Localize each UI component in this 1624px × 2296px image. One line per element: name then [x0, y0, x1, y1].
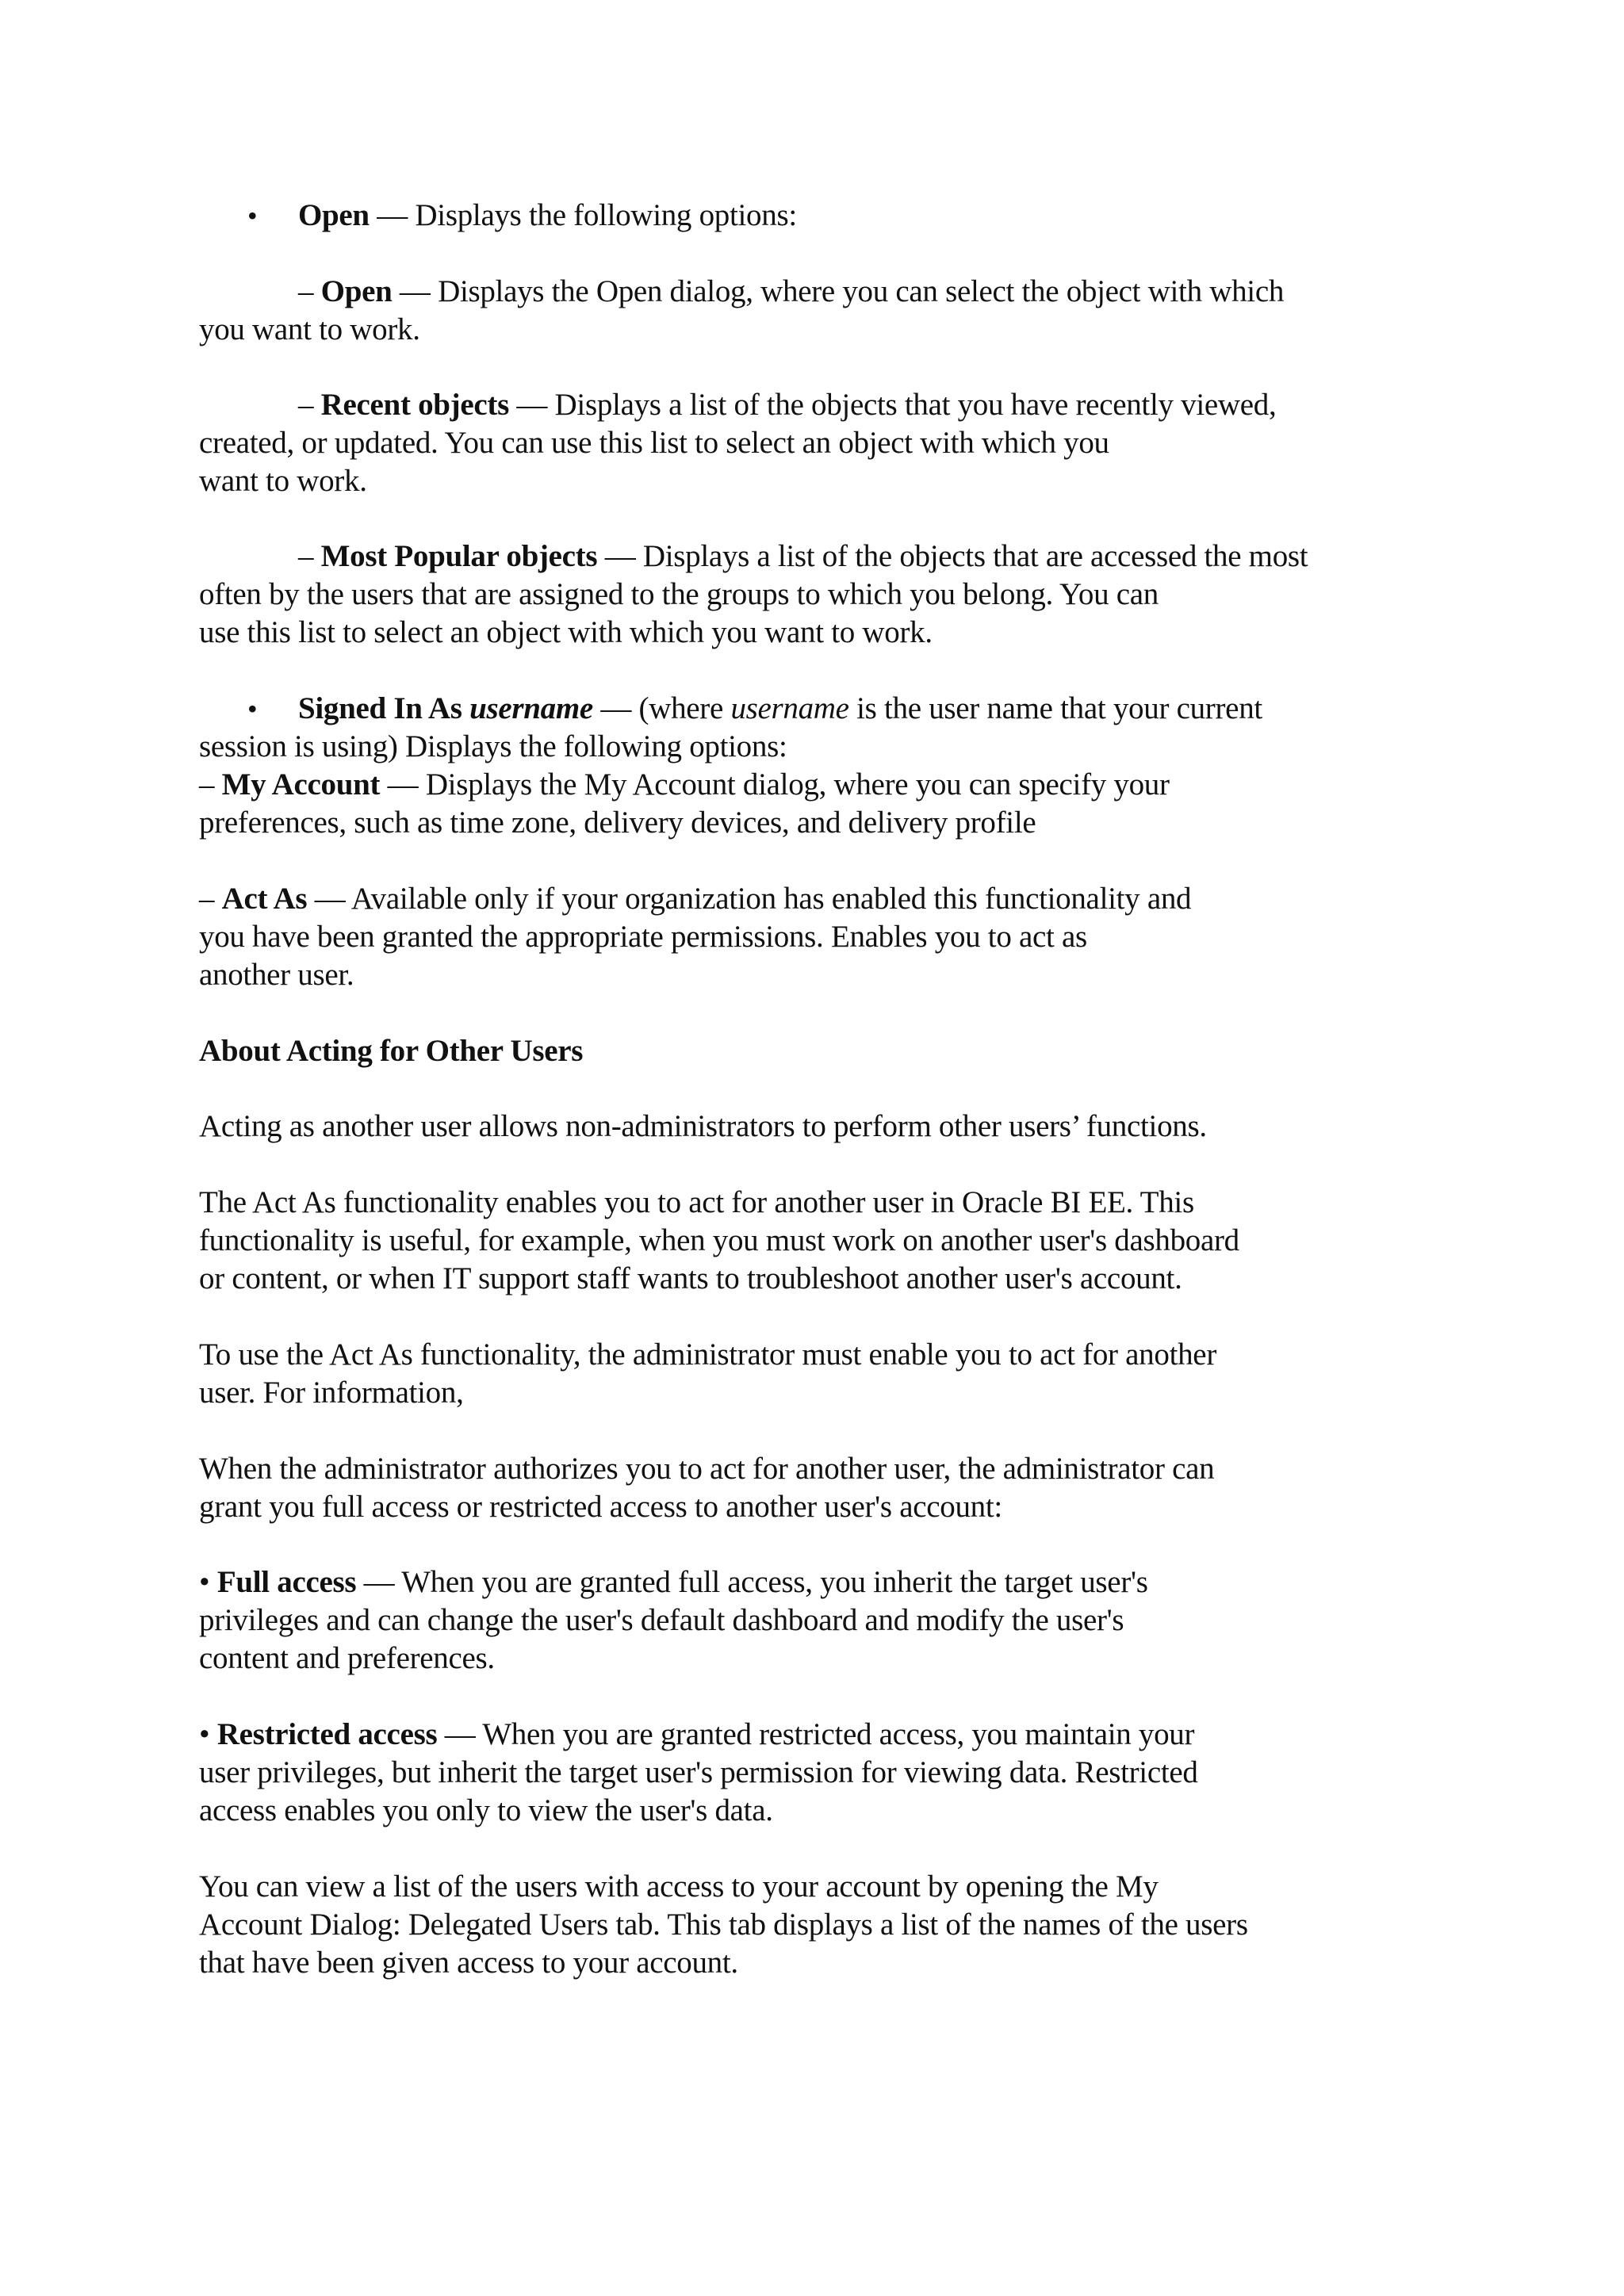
my-account-line2: preferences, such as time zone, delivery devices, and delivery profile [199, 806, 1036, 840]
recent-line2: created, or updated. You can use this list to select an object with which you [199, 426, 1109, 460]
full-access-line1: • Full access — When you are granted full access, you inherit the target user's [199, 1565, 1148, 1599]
full-access-term: Full access [216, 1565, 357, 1599]
restricted-access-line1: • Restricted access — When you are granted restricted access, you maintain your [199, 1717, 1195, 1751]
section-heading: About Acting for Other Users [199, 1034, 584, 1068]
recent-line3: want to work. [199, 464, 367, 498]
para5-line3: that have been given access to your account. [199, 1946, 738, 1980]
act-as-line3: another user. [199, 958, 354, 992]
bullet-signed-in: • [247, 693, 258, 725]
sub-open-line1: – Open — Displays the Open dialog, where you can select the object with which [298, 274, 1285, 308]
popular-line1: – Most Popular objects — Displays a list of the objects that are accessed the most [298, 539, 1308, 573]
para4-line1: When the administrator authorizes you to act for another user, the administrator can [199, 1452, 1215, 1486]
act-as-term: Act As [221, 882, 308, 916]
para1: Acting as another user allows non-administrators to perform other users’ functions. [199, 1109, 1207, 1143]
sub-open-term: Open [320, 274, 393, 308]
para2-line2: functionality is useful, for example, when you must work on another user's dashboard [199, 1223, 1239, 1257]
open-term: Open [298, 198, 370, 232]
open-item [298, 197, 797, 235]
signed-in-line1: Signed In As username — (where username is the user name that your current [298, 691, 1262, 725]
popular-line3: use this list to select an object with which you want to work. [199, 615, 933, 649]
para3-line2: user. For information, [199, 1376, 464, 1410]
my-account-term: My Account [221, 767, 381, 802]
para3-line1: To use the Act As functionality, the administrator must enable you to act for another [199, 1337, 1217, 1372]
para5-line2: Account Dialog: Delegated Users tab. This tab displays a list of the names of the users [199, 1908, 1248, 1942]
signed-in-line2: session is using) Displays the following options: [199, 729, 787, 763]
full-access-line3: content and preferences. [199, 1641, 495, 1675]
recent-term: Recent objects [320, 388, 509, 422]
full-access-line2: privileges and can change the user's default dashboard and modify the user's [199, 1603, 1124, 1637]
recent-line1: – Recent objects — Displays a list of the objects that you have recently viewed, [298, 388, 1277, 422]
signed-in-term: Signed In As [298, 691, 470, 725]
open-text: — Displays the following options: [369, 198, 797, 232]
bullet-open: • [247, 200, 258, 232]
para2-line1: The Act As functionality enables you to act for another user in Oracle BI EE. This [199, 1185, 1194, 1219]
para2-line3: or content, or when IT support staff wants to troubleshoot another user's account. [199, 1261, 1182, 1295]
restricted-access-line3: access enables you only to view the user's data. [199, 1793, 773, 1827]
popular-line2: often by the users that are assigned to the groups to which you belong. You can [199, 577, 1159, 611]
para5-line1: You can view a list of the users with access to your account by opening the My [199, 1869, 1159, 1904]
sub-open-line2: you want to work. [199, 312, 420, 346]
my-account-line1: – My Account — Displays the My Account dialog, where you can specify your [199, 767, 1170, 802]
popular-term: Most Popular objects [320, 539, 598, 573]
act-as-line2: you have been granted the appropriate permissions. Enables you to act as [199, 920, 1087, 954]
act-as-line1: – Act As — Available only if your organization has enabled this functionality and [199, 882, 1192, 916]
para4-line2: grant you full access or restricted access to another user's account: [199, 1490, 1002, 1524]
restricted-access-line2: user privileges, but inherit the target user's permission for viewing data. Restricted [199, 1755, 1198, 1789]
restricted-access-term: Restricted access [216, 1717, 438, 1751]
